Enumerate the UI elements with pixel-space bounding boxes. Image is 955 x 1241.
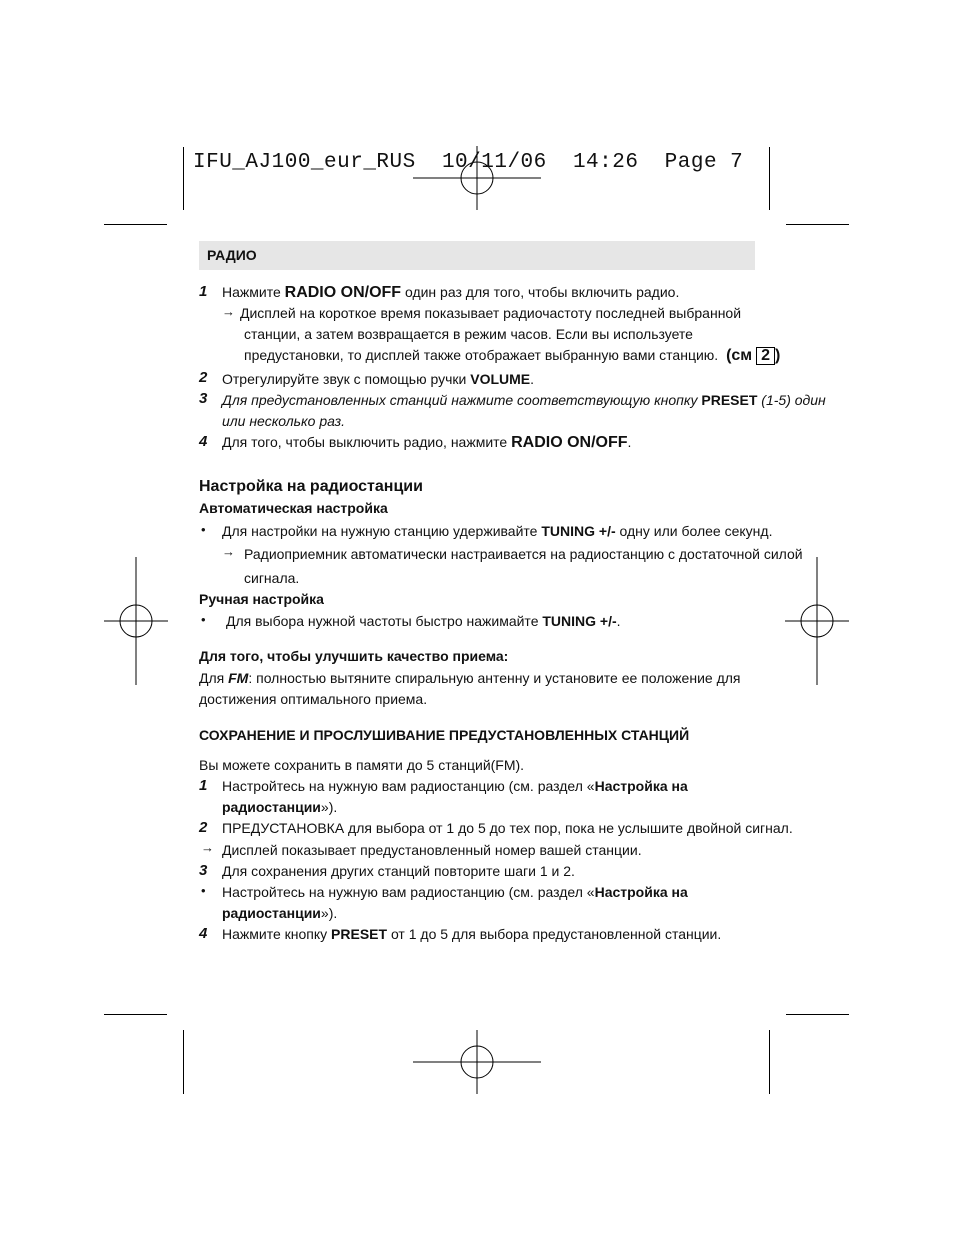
step-number: 2 [199, 819, 208, 836]
step-number: 3 [199, 390, 208, 407]
figure-reference: (см 2 ) [726, 347, 781, 364]
subheading-reception: Для того, чтобы улучшить качество приема: [199, 648, 509, 664]
figure-number: 2 [756, 347, 775, 365]
body-text: Вы можете сохранить в памяти до 5 станций(FM). [199, 757, 525, 773]
section-title: РАДИО [207, 247, 257, 263]
note-text: Дисплей показывает предустановленный номер вашей станции. [222, 842, 642, 858]
key-label: PRESET [331, 926, 388, 942]
heading-tuning: Настройка на радиостанции [199, 478, 423, 495]
bullet-text: Для настройки на нужную станцию удерживайте TUNING +/- одну или более секунд. [222, 523, 773, 539]
registration-mark-right [785, 557, 849, 685]
step-text: Нажмите кнопку PRESET от 1 до 5 для выбора предустановленной станции. [222, 926, 722, 942]
key-label: TUNING +/- [542, 613, 617, 629]
note-text: сигнала. [244, 570, 300, 586]
bullet-icon: • [201, 883, 206, 898]
body-text: достижения оптимального приема. [199, 691, 428, 707]
step-text: Настройтесь на нужную вам радиостанцию (см. раздел «Настройка на [222, 778, 688, 794]
registration-mark-bottom [413, 1030, 541, 1094]
step-text: радиостанции»). [222, 799, 338, 815]
link-reference: Настройка на [594, 884, 688, 900]
note-text: Дисплей на короткое время показывает радиочастоту последней выбранной [240, 305, 742, 321]
step-text: Для того, чтобы выключить радио, нажмите RADIO ON/OFF. [222, 434, 632, 451]
step-number: 4 [199, 433, 208, 450]
registration-mark-left [104, 557, 168, 685]
note-text: Радиоприемник автоматически настраивается на радиостанцию с достаточной силой [244, 546, 803, 562]
subheading-auto: Автоматическая настройка [199, 500, 388, 516]
bullet-text: радиостанции»). [222, 905, 338, 921]
key-label: VOLUME [470, 371, 531, 387]
step-number: 1 [199, 283, 208, 300]
step-number: 3 [199, 862, 208, 879]
arrow-icon: → [201, 840, 214, 855]
bullet-icon: • [201, 612, 206, 627]
step-text: или несколько раз. [222, 413, 345, 429]
step-text: Для сохранения других станций повторите шаги 1 и 2. [222, 863, 575, 879]
link-reference: радиостанции [222, 799, 321, 815]
link-reference: радиостанции [222, 905, 321, 921]
link-reference: Настройка на [594, 778, 688, 794]
subheading-manual: Ручная настройка [199, 591, 324, 607]
arrow-icon: → [222, 544, 235, 559]
step-number: 1 [199, 777, 208, 794]
bullet-icon: • [201, 522, 206, 537]
heading-presets: СОХРАНЕНИЕ И ПРОСЛУШИВАНИЕ ПРЕДУСТАНОВЛЕННЫХ СТАНЦИЙ [199, 727, 690, 743]
section-bar-radio [199, 241, 755, 270]
step-number: 4 [199, 925, 208, 942]
key-label: PRESET [701, 392, 758, 408]
key-label: RADIO ON/OFF [511, 434, 628, 451]
body-text: Для FM: полностью вытяните спиральную антенну и установите ее положение для [199, 670, 741, 686]
note-text: предустановки, то дисплей также отображает выбранную вами станцию. (см 2 ) [244, 347, 781, 364]
key-label: TUNING +/- [541, 523, 616, 539]
step-number: 2 [199, 369, 208, 386]
print-slug: IFU_AJ100_eur_RUS 10/11/06 14:26 Page 7 [193, 151, 744, 174]
key-label: RADIO ON/OFF [284, 284, 402, 301]
bullet-text: Настройтесь на нужную вам радиостанцию (см. раздел «Настройка на [222, 884, 688, 900]
step-text: Отрегулируйте звук с помощью ручки VOLUME. [222, 371, 535, 387]
key-label: FM [228, 670, 249, 686]
bullet-text: Для выбора нужной частоты быстро нажимайте TUNING +/-. [226, 613, 621, 629]
arrow-icon: → [222, 304, 235, 319]
step-text: Нажмите RADIO ON/OFF один раз для того, чтобы включить радио. [222, 284, 680, 301]
step-text: ПРЕДУСТАНОВКА для выбора от 1 до 5 до тех пор, пока не услышите двойной сигнал. [222, 820, 793, 836]
step-text: Для предустановленных станций нажмите соответствующую кнопку PRESET (1-5) один [222, 392, 826, 408]
note-text: станции, а затем возвращается в режим часов. Если вы используете [244, 326, 693, 342]
